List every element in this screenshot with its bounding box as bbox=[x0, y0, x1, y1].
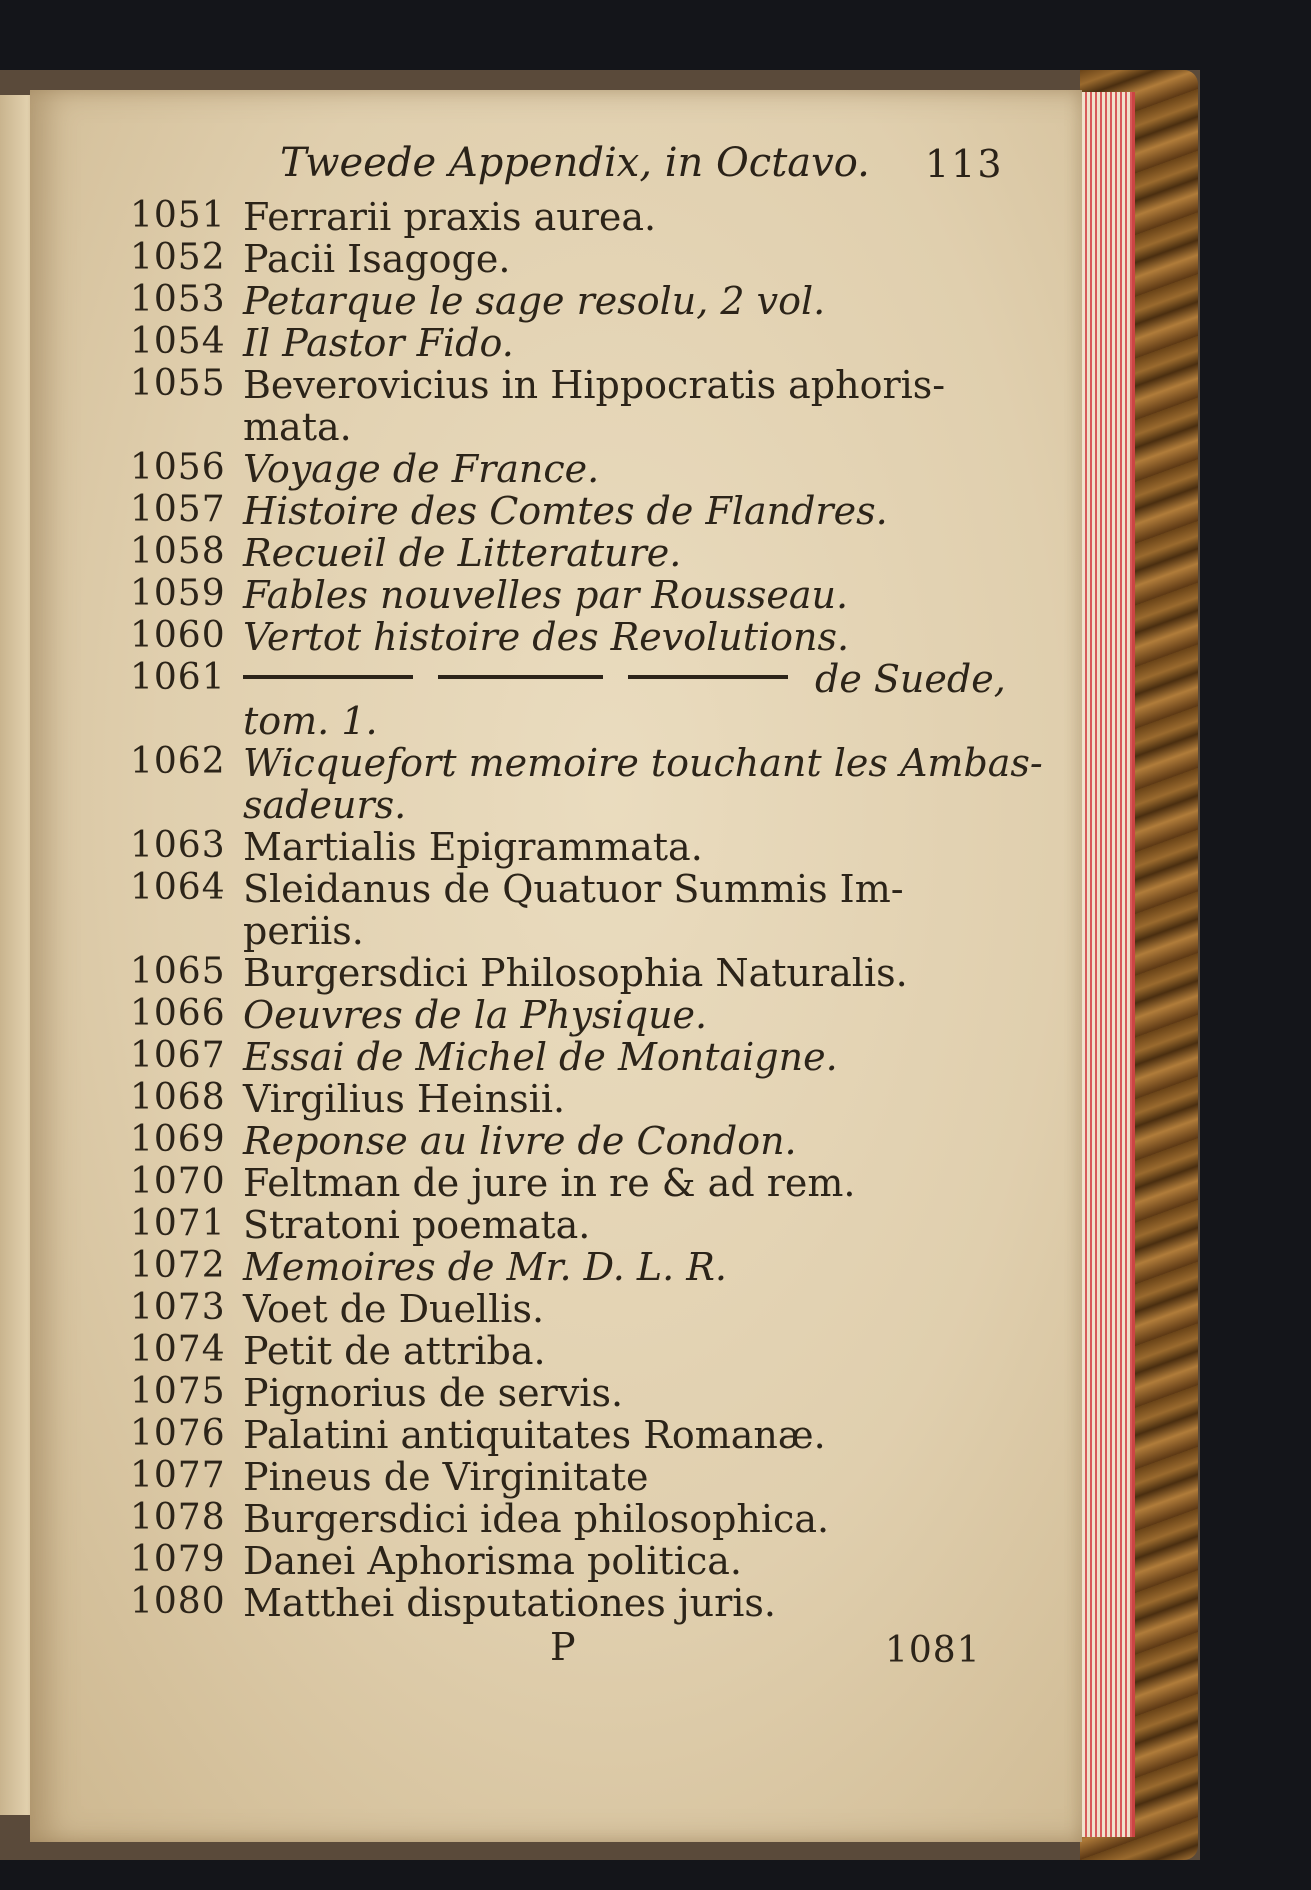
entry-title: Reponse au livre de Condon. bbox=[243, 1119, 797, 1163]
entry-number: 1074 bbox=[130, 1329, 226, 1370]
entry-title: Petarque le sage resolu, 2 vol. bbox=[243, 279, 826, 323]
catalogue-entry bbox=[0, 489, 1311, 533]
entry-title: Wicquefort memoire touchant les Ambas- bbox=[243, 741, 1043, 785]
catalogue-entry bbox=[0, 1245, 1311, 1289]
catalogue-entry bbox=[0, 1329, 1311, 1373]
entry-title: Vertot histoire des Revolutions. bbox=[243, 615, 850, 659]
entry-number: 1061 bbox=[130, 657, 226, 698]
entry-number: 1056 bbox=[130, 447, 226, 488]
ditto-rules bbox=[243, 675, 793, 679]
entry-title: Ferrarii praxis aurea. bbox=[243, 195, 657, 239]
catalogue-entry bbox=[0, 447, 1311, 491]
entry-title: Matthei disputationes juris. bbox=[243, 1581, 777, 1625]
entry-title: Palatini antiquitates Romanæ. bbox=[243, 1413, 826, 1457]
catalogue-entry bbox=[0, 1119, 1311, 1163]
entry-title: Burgersdici Philosophia Naturalis. bbox=[243, 951, 908, 995]
catalogue-entry bbox=[0, 867, 1311, 953]
catalogue-entry bbox=[0, 1539, 1311, 1583]
catalogue-entry bbox=[0, 321, 1311, 365]
catalogue-entry bbox=[0, 1035, 1311, 1079]
catalogue-entry bbox=[0, 615, 1311, 659]
entry-number: 1077 bbox=[130, 1455, 226, 1496]
entry-title: Pignorius de servis. bbox=[243, 1371, 624, 1415]
running-head bbox=[0, 140, 1311, 190]
entry-number: 1065 bbox=[130, 951, 226, 992]
entry-continuation: periis. bbox=[243, 909, 364, 953]
entry-title: Recueil de Litterature. bbox=[243, 531, 682, 575]
entry-number: 1057 bbox=[130, 489, 226, 530]
entry-title: Essai de Michel de Montaigne. bbox=[243, 1035, 838, 1079]
entry-title: Il Pastor Fido. bbox=[243, 321, 514, 365]
ditto-rule bbox=[243, 675, 413, 679]
catalogue-entry bbox=[0, 1455, 1311, 1499]
entry-title: Voet de Duellis. bbox=[243, 1287, 545, 1331]
entry-title: Pacii Isagoge. bbox=[243, 237, 511, 281]
entry-continuation: mata. bbox=[243, 405, 352, 449]
catalogue-entry bbox=[0, 1203, 1311, 1247]
entry-title: Stratoni poemata. bbox=[243, 1203, 591, 1247]
catalogue-entry bbox=[0, 951, 1311, 995]
page-number: 113 bbox=[925, 142, 1004, 186]
catalogue-entry bbox=[0, 1581, 1311, 1625]
entry-title: Pineus de Virginitate bbox=[243, 1455, 649, 1499]
entry-number: 1062 bbox=[130, 741, 226, 782]
catalogue-entry bbox=[0, 741, 1311, 827]
entry-number: 1055 bbox=[130, 363, 226, 404]
entry-number: 1072 bbox=[130, 1245, 226, 1286]
entry-title: Oeuvres de la Physique. bbox=[243, 993, 708, 1037]
entry-title: Sleidanus de Quatuor Summis Im- bbox=[243, 867, 904, 911]
entry-continuation: sadeurs. bbox=[243, 783, 407, 827]
entry-number: 1073 bbox=[130, 1287, 226, 1328]
entry-number: 1058 bbox=[130, 531, 226, 572]
catalogue-entry bbox=[0, 237, 1311, 281]
entry-number: 1079 bbox=[130, 1539, 226, 1580]
entry-number: 1059 bbox=[130, 573, 226, 614]
entry-title: Martialis Epigrammata. bbox=[243, 825, 703, 869]
entry-number: 1078 bbox=[130, 1497, 226, 1538]
catalogue-entry bbox=[0, 195, 1311, 239]
entry-number: 1060 bbox=[130, 615, 226, 656]
entry-number: 1068 bbox=[130, 1077, 226, 1118]
entry-number: 1053 bbox=[130, 279, 226, 320]
entry-number: 1054 bbox=[130, 321, 226, 362]
entry-number: 1070 bbox=[130, 1161, 226, 1202]
entry-number: 1075 bbox=[130, 1371, 226, 1412]
entry-title: Feltman de jure in re & ad rem. bbox=[243, 1161, 856, 1205]
entry-title: Burgersdici idea philosophica. bbox=[243, 1497, 830, 1541]
catalogue-entry bbox=[0, 993, 1311, 1037]
entry-number: 1066 bbox=[130, 993, 226, 1034]
entry-number: 1064 bbox=[130, 867, 226, 908]
catchword: 1081 bbox=[885, 1630, 981, 1671]
catalogue-entry bbox=[0, 825, 1311, 869]
catalogue-entry bbox=[0, 363, 1311, 449]
entry-title: Danei Aphorisma politica. bbox=[243, 1539, 742, 1583]
catalogue-entry bbox=[0, 1497, 1311, 1541]
entry-title: Petit de attriba. bbox=[243, 1329, 546, 1373]
entry-number: 1071 bbox=[130, 1203, 226, 1244]
entry-title: Voyage de France. bbox=[243, 447, 600, 491]
running-title: Tweede Appendix, in Octavo. bbox=[280, 140, 870, 186]
catalogue-entry bbox=[0, 1161, 1311, 1205]
entry-number: 1080 bbox=[130, 1581, 226, 1622]
signature-mark: P bbox=[550, 1625, 576, 1669]
entry-number: 1069 bbox=[130, 1119, 226, 1160]
entry-title: Memoires de Mr. D. L. R. bbox=[243, 1245, 727, 1289]
entry-continuation: tom. 1. bbox=[243, 699, 378, 743]
catalogue-entry bbox=[0, 1077, 1311, 1121]
catalogue-entry bbox=[0, 573, 1311, 617]
ditto-rule bbox=[438, 675, 603, 679]
catalogue-entry bbox=[0, 657, 1311, 743]
ditto-rule bbox=[628, 675, 788, 679]
entry-number: 1076 bbox=[130, 1413, 226, 1454]
entry-title: Histoire des Comtes de Flandres. bbox=[243, 489, 888, 533]
entry-title: Fables nouvelles par Rousseau. bbox=[243, 573, 849, 617]
entry-number: 1052 bbox=[130, 237, 226, 278]
catalogue-entry bbox=[0, 1413, 1311, 1457]
catalogue-entry bbox=[0, 531, 1311, 575]
catalogue-entry bbox=[0, 1371, 1311, 1415]
catalogue-entry bbox=[0, 279, 1311, 323]
entry-title: de Suede, bbox=[815, 657, 1006, 701]
entry-number: 1051 bbox=[130, 195, 226, 236]
entry-title: Beverovicius in Hippocratis aphoris- bbox=[243, 363, 946, 407]
entry-number: 1067 bbox=[130, 1035, 226, 1076]
entry-title: Virgilius Heinsii. bbox=[243, 1077, 566, 1121]
entry-number: 1063 bbox=[130, 825, 226, 866]
catalogue-entry bbox=[0, 1287, 1311, 1331]
